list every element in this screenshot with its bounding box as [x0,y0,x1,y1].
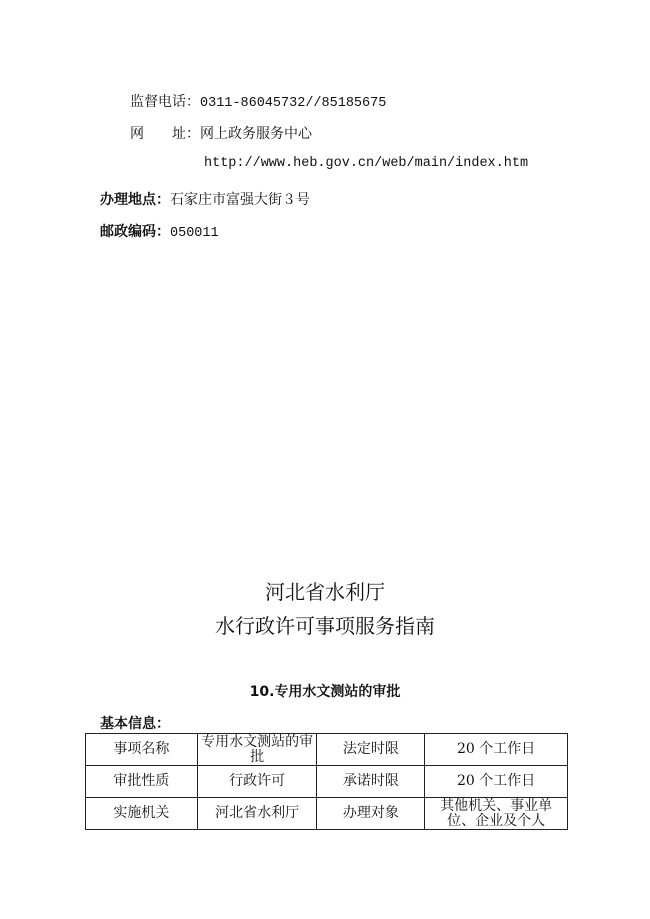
table-cell: 办理对象 [317,798,425,830]
table-cell: 事项名称 [86,734,198,766]
supervision-phone-label: 监督电话： [130,94,200,110]
table-cell: 承诺时限 [317,766,425,798]
table-row [86,734,568,766]
basic-info-label: 基本信息： [100,716,170,732]
guide-title: 水行政许可事项服务指南 [215,614,435,638]
table-cell: 专用水文测站的审批 [197,734,317,766]
department-title: 河北省水利厅 [265,580,385,604]
website-url[interactable]: http://www.heb.gov.cn/web/main/index.htm [204,156,529,171]
table-cell: 法定时限 [317,734,425,766]
address-line [100,189,310,209]
website-label: 网 址： [130,126,200,142]
website-line [130,123,312,143]
table-cell: 20 个工作日 [425,766,568,798]
basic-info-table [85,733,568,830]
table-row [86,766,568,798]
address-label: 办理地点： [100,192,170,208]
table-cell: 20 个工作日 [425,734,568,766]
postcode-line [100,221,219,241]
table-cell: 行政许可 [197,766,317,798]
table-cell: 实施机关 [86,798,198,830]
section-title: 10.专用水文测站的审批 [249,684,401,700]
table-cell: 河北省水利厅 [197,798,317,830]
postcode-label: 邮政编码： [100,224,170,240]
website-name: 网上政务服务中心 [200,126,312,142]
postcode-value: 050011 [170,226,219,241]
table-cell: 审批性质 [86,766,198,798]
table-cell: 其他机关、事业单位、企业及个人 [425,798,568,830]
address-value: 石家庄市富强大街３号 [170,192,310,208]
supervision-phone-line [130,91,386,111]
supervision-phone-value: 0311-86045732//85185675 [200,96,387,111]
table-row [86,798,568,830]
